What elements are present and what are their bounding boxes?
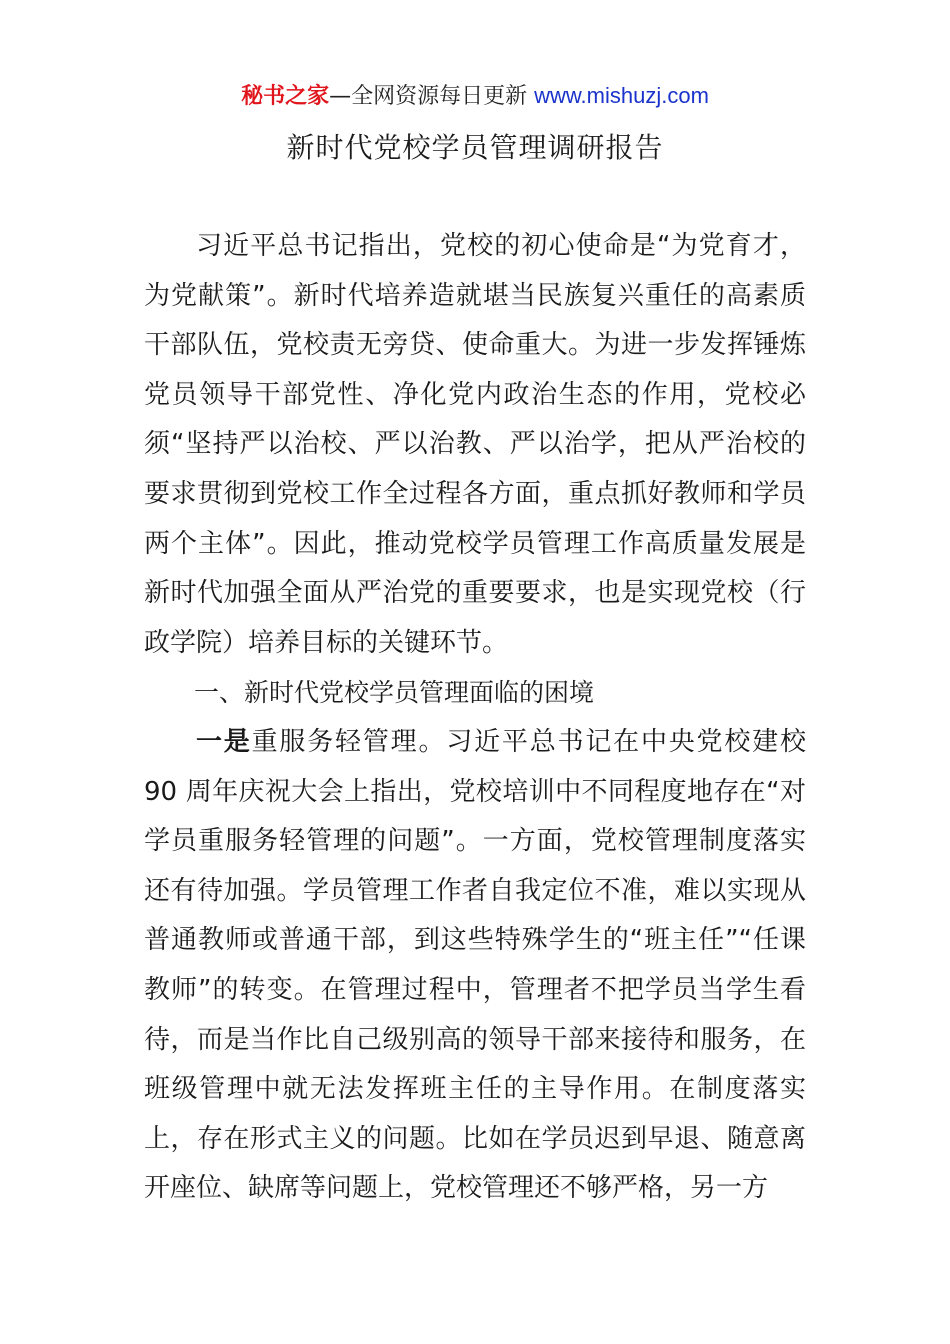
- point-paragraph: [144, 718, 806, 1214]
- section-heading: 一、新时代党校学员管理面临的困境: [194, 678, 595, 708]
- header-tagline: —全网资源每日更新: [329, 84, 535, 109]
- site-url[interactable]: www.mishuzj.com: [534, 83, 709, 108]
- site-header: [0, 80, 950, 113]
- point-text: 重服务轻管理。习近平总书记在中央党校建校 90 周年庆祝大会上指出，党校培训中不同程度地存在“对学员重服务轻管理的问题”。一方面，党校管理制度落实还有待加强。学员管理工作者自我定位不准，难以实现从普通教师或普通干部，到这些特殊学生的“班主任”“任课教师”的转变。在管理过程中，管理者不把学员当学生看待，而是当作比自己级别高的领导干部来接待和服务，在班级管理中就无法发挥班主任的主导作用。在制度落实上，存在形式主义的问题。比如在学员迟到早退、随意离开座位、缺席等问题上，党校管理还不够严格，另一方: [144, 726, 806, 1204]
- intro-paragraph: 习近平总书记指出，党校的初心使命是“为党育才，为党献策”。新时代培养造就堪当民族复兴重任的高素质干部队伍，党校责无旁贷、使命重大。为进一步发挥锤炼党员领导干部党性、净化党内政治生态的作用，党校必须“坚持严以治校、严以治教、严以治学，把从严治校的要求贯彻到党校工作全过程各方面，重点抓好教师和学员两个主体”。因此，推动党校学员管理工作高质量发展是新时代加强全面从严治党的重要要求，也是实现党校（行政学院）培养目标的关键环节。: [144, 231, 806, 658]
- brand-name: 秘书之家: [241, 84, 330, 109]
- document-body: [144, 222, 806, 1214]
- document-title: 新时代党校学员管理调研报告: [286, 131, 664, 164]
- point-lead: 一是: [196, 726, 252, 757]
